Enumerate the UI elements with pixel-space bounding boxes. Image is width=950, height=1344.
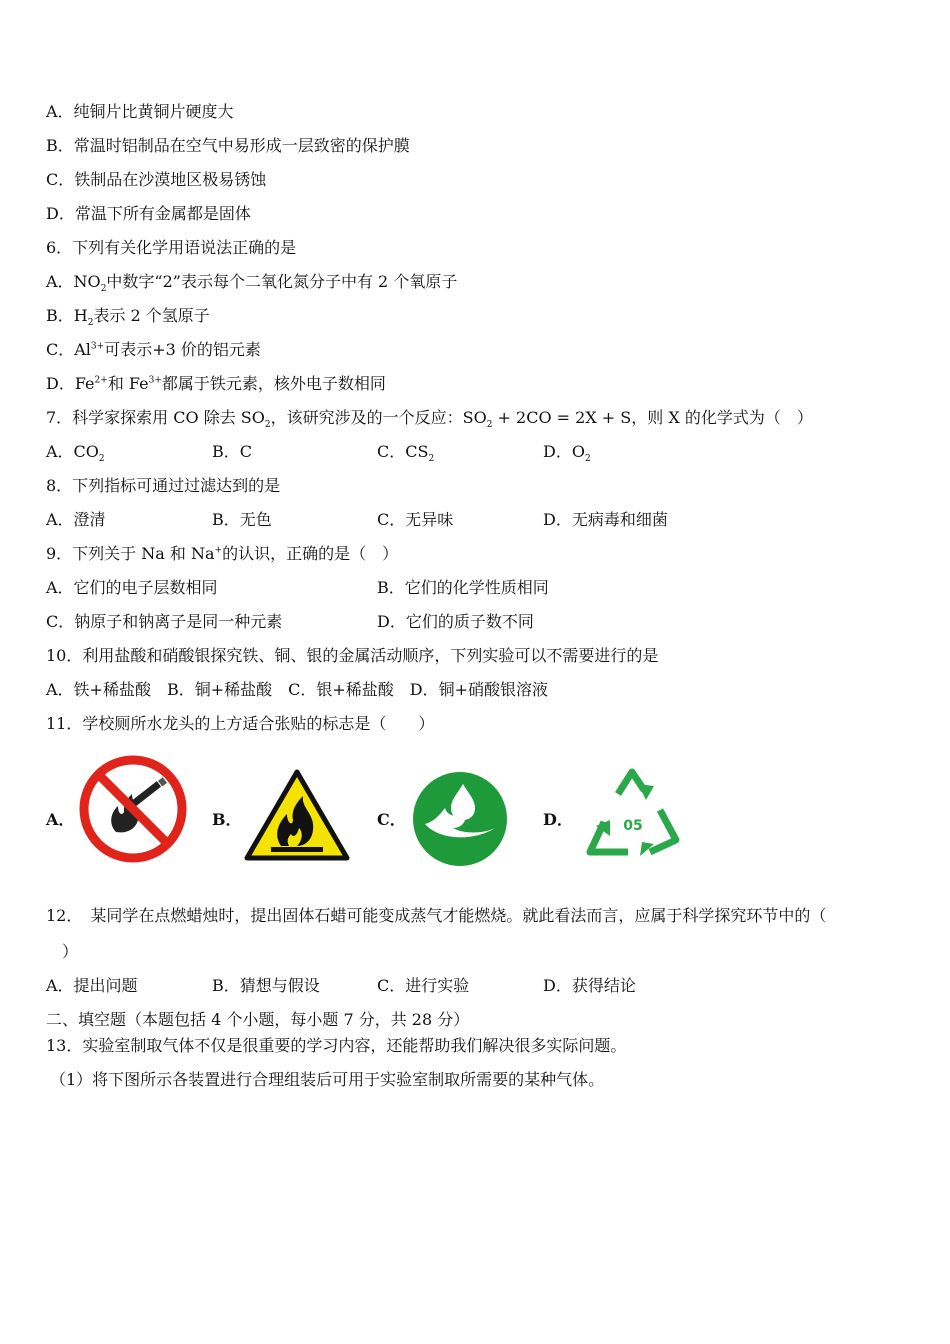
q5-option-c: C．铁制品在沙漠地区极易锈蚀 (46, 170, 267, 189)
q11-label-a: A． (46, 810, 75, 829)
q12-option-a: A．提出问题 (46, 976, 138, 995)
water-saving-icon (411, 770, 509, 868)
q12-stem-continuation: ） (62, 942, 79, 961)
q12-option-b: B．猜想与假设 (212, 976, 320, 995)
q6-stem: 6．下列有关化学用语说法正确的是 (46, 238, 297, 257)
q11-label-d: D． (543, 810, 573, 829)
q8-stem: 8．下列指标可通过过滤达到的是 (46, 476, 281, 495)
q11-stem: 11．学校厕所水龙头的上方适合张贴的标志是（ ） (46, 714, 435, 733)
flammable-warning-icon (243, 768, 351, 862)
q12-option-c: C．进行实验 (377, 976, 470, 995)
q7-option-b: B．C (212, 442, 253, 461)
q9-option-d: D．它们的质子数不同 (377, 612, 534, 631)
q5-option-d: D．常温下所有金属都是固体 (46, 204, 251, 223)
q9-stem: 9．下列关于 Na 和 Na+的认识，正确的是（ ） (46, 544, 399, 563)
q11-label-b: B． (212, 810, 242, 829)
q12-option-d: D．获得结论 (543, 976, 636, 995)
q5-option-b: B．常温时铝制品在空气中易形成一层致密的保护膜 (46, 136, 410, 155)
q7-option-a: A．$CO_2$ (46, 442, 105, 465)
q13-stem: 13．实验室制取气体不仅是很重要的学习内容，还能帮助我们解决很多实际问题。 (46, 1036, 627, 1055)
q9-option-c: C．钠原子和钠离子是同一种元素 (46, 612, 283, 631)
q6-option-c: C．$Al^{3+}$可表示+3 价的铝元素 (46, 340, 261, 359)
q10-stem: 10．利用盐酸和硝酸银探究铁、铜、银的金属活动顺序，下列实验可以不需要进行的是 (46, 646, 659, 665)
q12-stem: 12． 某同学在点燃蜡烛时，提出固体石蜡可能变成蒸气才能燃烧。就此看法而言，应属于科学探究环节中的（ (46, 906, 827, 925)
q6-option-b: B．$H_2$表示 2 个氢原子 (46, 306, 210, 329)
q6-option-a: A．$NO_2$中数字“2”表示每个二氧化氮分子中有 2 个氧原子 (46, 272, 458, 295)
q8-option-b: B．无色 (212, 510, 272, 529)
q7-option-d: D．$O_2$ (543, 442, 591, 465)
no-smoking-icon (78, 754, 188, 864)
q11-label-c: C． (377, 810, 406, 829)
recycle-number: 05 (623, 818, 643, 834)
q8-option-c: C．无异味 (377, 510, 454, 529)
q7-option-c: C．$CS_2$ (377, 442, 435, 465)
recycle-icon (580, 764, 686, 862)
q9-option-a: A．它们的电子层数相同 (46, 578, 218, 597)
q7-stem: 7．科学家探索用 CO 除去 $SO_2$，该研究涉及的一个反应：$SO_2 + 2CO = 2X + S$，则 X 的化学式为（ ） (46, 408, 813, 431)
q5-option-a: A．纯铜片比黄铜片硬度大 (46, 102, 234, 121)
section-heading: 二、填空题（本题包括 4 个小题，每小题 7 分，共 28 分） (46, 1010, 470, 1029)
q10-options: A．铁+稀盐酸 B．铜+稀盐酸 C．银+稀盐酸 D．铜+硝酸银溶液 (46, 680, 549, 699)
q8-option-d: D．无病毒和细菌 (543, 510, 668, 529)
q9-option-b: B．它们的化学性质相同 (377, 578, 549, 597)
q8-option-a: A．澄清 (46, 510, 106, 529)
q13-part1: （1）将下图所示各装置进行合理组装后可用于实验室制取所需要的某种气体。 (50, 1070, 605, 1089)
q6-option-d: D．$Fe^{2+}$和 $Fe^{3+}$都属于铁元素，核外电子数相同 (46, 374, 386, 393)
